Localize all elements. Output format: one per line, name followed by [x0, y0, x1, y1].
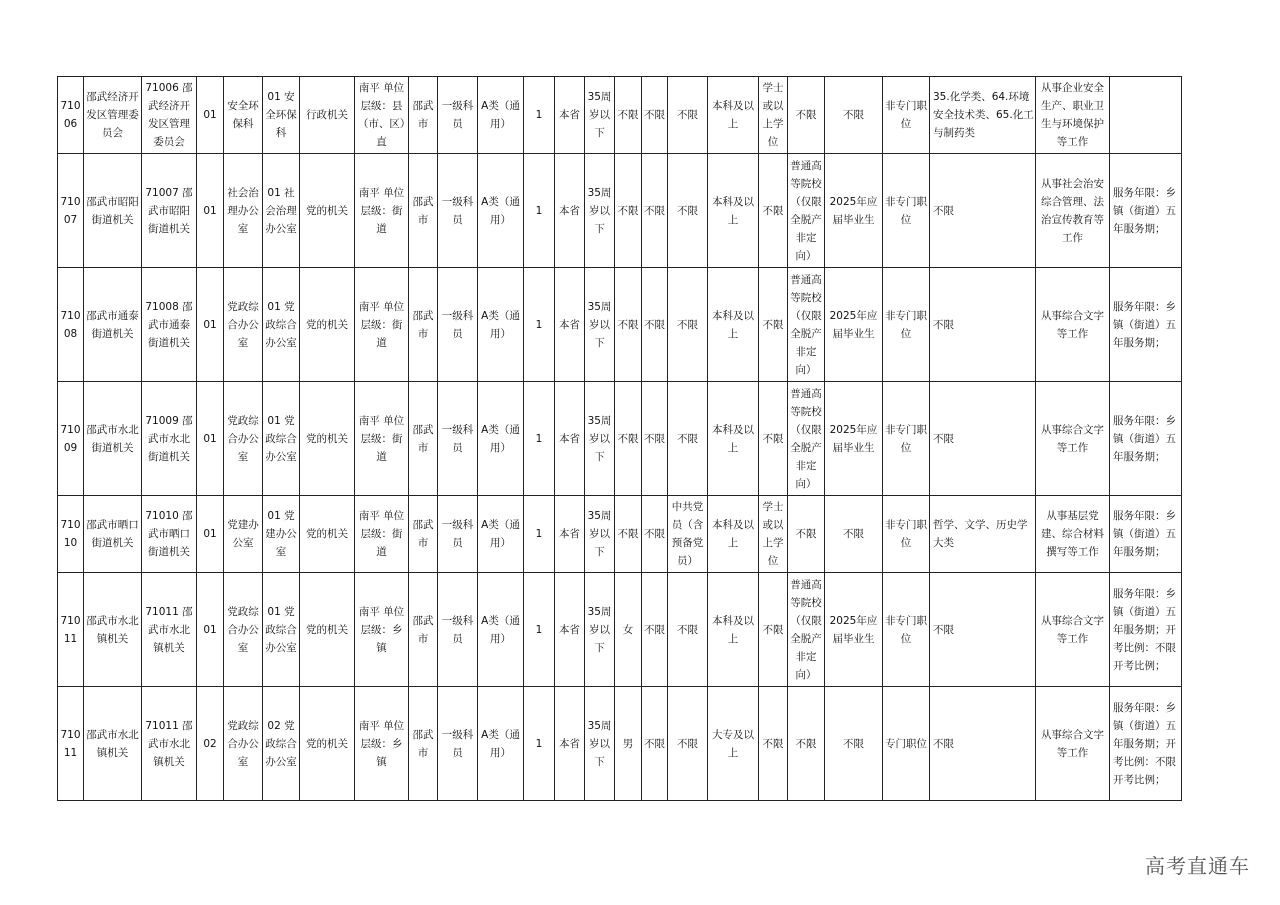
cell-gender: 不限	[615, 382, 642, 496]
cell-major: 35.化学类、64.环境安全技术类、65.化工与制药类	[930, 77, 1036, 154]
cell-unit-nature: 党的机关	[300, 382, 355, 496]
cell-major: 不限	[930, 154, 1036, 268]
cell-department: 党政综合办公室	[224, 573, 263, 687]
cell-headcount: 1	[524, 573, 555, 687]
cell-department: 社会治理办公室	[224, 154, 263, 268]
cell-remarks: 服务年限：乡镇（街道）五年服务期；开考比例：不限开考比例；	[1110, 687, 1182, 801]
cell-recruiting-unit: 邵武市水北镇机关	[84, 687, 142, 801]
cell-unit-code-name: 71007 邵武市昭阳街道机关	[142, 154, 197, 268]
cell-ethnicity: 不限	[642, 77, 668, 154]
cell-exam-category: A类（通用）	[478, 496, 524, 573]
cell-education: 本科及以上	[708, 154, 759, 268]
table-row	[58, 687, 1182, 801]
cell-unit-nature: 党的机关	[300, 573, 355, 687]
table-row	[58, 268, 1182, 382]
cell-political-status: 不限	[668, 268, 708, 382]
cell-unit-nature: 党的机关	[300, 268, 355, 382]
cell-city: 邵武市	[409, 573, 438, 687]
cell-unit-code-name: 71011 邵武市水北镇机关	[142, 573, 197, 687]
cell-graduate-status: 2025年应届毕业生	[825, 268, 883, 382]
cell-unit-code-name: 71008 邵武市通泰街道机关	[142, 268, 197, 382]
cell-department: 党建办公室	[224, 496, 263, 573]
cell-post-no: 01	[197, 268, 224, 382]
cell-ethnicity: 不限	[642, 154, 668, 268]
cell-political-status: 中共党员（含预备党员）	[668, 496, 708, 573]
cell-post-no: 01	[197, 382, 224, 496]
cell-unit-code-name: 71006 邵武经济开发区管理委员会	[142, 77, 197, 154]
cell-special-post: 非专门职位	[883, 154, 930, 268]
cell-post-code-name: 02 党政综合办公室	[263, 687, 300, 801]
cell-remarks: 服务年限：乡镇（街道）五年服务期；开考比例：不限开考比例；	[1110, 573, 1182, 687]
cell-school-type: 不限	[788, 496, 825, 573]
cell-household-scope: 本省	[555, 154, 585, 268]
cell-gender: 不限	[615, 154, 642, 268]
cell-education: 大专及以上	[708, 687, 759, 801]
cell-political-status: 不限	[668, 687, 708, 801]
cell-exam-category: A类（通用）	[478, 382, 524, 496]
cell-post-code-name: 01 党政综合办公室	[263, 573, 300, 687]
cell-remarks: 服务年限：乡镇（街道）五年服务期；	[1110, 382, 1182, 496]
cell-recruiting-unit: 邵武经济开发区管理委员会	[84, 77, 142, 154]
cell-graduate-status: 不限	[825, 496, 883, 573]
cell-post-code-name: 01 安全环保科	[263, 77, 300, 154]
cell-education: 本科及以上	[708, 573, 759, 687]
cell-recruiting-unit: 邵武市晒口街道机关	[84, 496, 142, 573]
cell-degree: 学士或以上学位	[759, 496, 788, 573]
cell-headcount: 1	[524, 77, 555, 154]
cell-gender: 女	[615, 573, 642, 687]
cell-school-type: 不限	[788, 77, 825, 154]
cell-remarks	[1110, 77, 1182, 154]
table-row	[58, 573, 1182, 687]
cell-special-post: 非专门职位	[883, 382, 930, 496]
cell-education: 本科及以上	[708, 77, 759, 154]
cell-exam-category: A类（通用）	[478, 687, 524, 801]
cell-special-post: 非专门职位	[883, 496, 930, 573]
cell-political-status: 不限	[668, 573, 708, 687]
cell-household-scope: 本省	[555, 77, 585, 154]
cell-post-code-name: 01 党政综合办公室	[263, 382, 300, 496]
cell-headcount: 1	[524, 382, 555, 496]
cell-major: 不限	[930, 382, 1036, 496]
cell-post-no: 01	[197, 77, 224, 154]
cell-remarks: 服务年限：乡镇（街道）五年服务期；	[1110, 496, 1182, 573]
cell-city: 邵武市	[409, 496, 438, 573]
cell-age-limit: 35周岁以下	[585, 687, 615, 801]
cell-special-post: 非专门职位	[883, 77, 930, 154]
cell-ethnicity: 不限	[642, 268, 668, 382]
cell-post-no: 01	[197, 154, 224, 268]
cell-duties: 从事企业安全生产、职业卫生与环境保护等工作	[1036, 77, 1110, 154]
cell-education: 本科及以上	[708, 382, 759, 496]
cell-degree: 不限	[759, 268, 788, 382]
cell-unit-level: 南平 单位层级：乡镇	[355, 573, 409, 687]
cell-position-code: 71011	[58, 687, 84, 801]
cell-rank: 一级科员	[438, 382, 478, 496]
cell-unit-level: 南平 单位层级：街道	[355, 382, 409, 496]
cell-degree: 不限	[759, 573, 788, 687]
cell-gender: 男	[615, 687, 642, 801]
cell-exam-category: A类（通用）	[478, 154, 524, 268]
cell-graduate-status: 2025年应届毕业生	[825, 573, 883, 687]
cell-unit-nature: 党的机关	[300, 154, 355, 268]
cell-recruiting-unit: 邵武市水北镇机关	[84, 573, 142, 687]
watermark: 高考直通车	[1145, 854, 1250, 878]
cell-graduate-status: 不限	[825, 77, 883, 154]
cell-age-limit: 35周岁以下	[585, 382, 615, 496]
cell-department: 党政综合办公室	[224, 268, 263, 382]
cell-age-limit: 35周岁以下	[585, 573, 615, 687]
cell-household-scope: 本省	[555, 382, 585, 496]
cell-unit-code-name: 71010 邵武市晒口街道机关	[142, 496, 197, 573]
cell-unit-nature: 党的机关	[300, 687, 355, 801]
cell-unit-nature: 党的机关	[300, 496, 355, 573]
cell-major: 不限	[930, 268, 1036, 382]
cell-rank: 一级科员	[438, 573, 478, 687]
cell-department: 安全环保科	[224, 77, 263, 154]
cell-graduate-status: 不限	[825, 687, 883, 801]
cell-political-status: 不限	[668, 154, 708, 268]
cell-ethnicity: 不限	[642, 496, 668, 573]
cell-unit-level: 南平 单位层级：街道	[355, 268, 409, 382]
job-listing-table	[57, 76, 1182, 801]
cell-rank: 一级科员	[438, 687, 478, 801]
cell-post-no: 02	[197, 687, 224, 801]
cell-household-scope: 本省	[555, 496, 585, 573]
cell-duties: 从事综合文字等工作	[1036, 573, 1110, 687]
cell-rank: 一级科员	[438, 496, 478, 573]
cell-school-type: 普通高等院校（仅限全脱产非定向）	[788, 382, 825, 496]
cell-post-code-name: 01 社会治理办公室	[263, 154, 300, 268]
cell-gender: 不限	[615, 268, 642, 382]
cell-household-scope: 本省	[555, 573, 585, 687]
cell-household-scope: 本省	[555, 687, 585, 801]
cell-school-type: 不限	[788, 687, 825, 801]
cell-rank: 一级科员	[438, 77, 478, 154]
cell-duties: 从事综合文字等工作	[1036, 687, 1110, 801]
cell-recruiting-unit: 邵武市昭阳街道机关	[84, 154, 142, 268]
cell-unit-level: 南平 单位层级：县（市、区）直	[355, 77, 409, 154]
cell-special-post: 非专门职位	[883, 573, 930, 687]
cell-position-code: 71007	[58, 154, 84, 268]
cell-department: 党政综合办公室	[224, 382, 263, 496]
cell-unit-level: 南平 单位层级：乡镇	[355, 687, 409, 801]
table-row	[58, 154, 1182, 268]
table-row	[58, 496, 1182, 573]
cell-school-type: 普通高等院校（仅限全脱产非定向）	[788, 573, 825, 687]
cell-duties: 从事基层党建、综合材料撰写等工作	[1036, 496, 1110, 573]
cell-household-scope: 本省	[555, 268, 585, 382]
cell-exam-category: A类（通用）	[478, 77, 524, 154]
cell-unit-level: 南平 单位层级：街道	[355, 496, 409, 573]
cell-remarks: 服务年限：乡镇（街道）五年服务期；	[1110, 154, 1182, 268]
cell-post-no: 01	[197, 573, 224, 687]
cell-major: 不限	[930, 573, 1036, 687]
cell-post-code-name: 01 党政综合办公室	[263, 268, 300, 382]
cell-education: 本科及以上	[708, 268, 759, 382]
cell-graduate-status: 2025年应届毕业生	[825, 154, 883, 268]
cell-city: 邵武市	[409, 382, 438, 496]
cell-city: 邵武市	[409, 77, 438, 154]
cell-degree: 不限	[759, 154, 788, 268]
cell-post-code-name: 01 党建办公室	[263, 496, 300, 573]
cell-city: 邵武市	[409, 687, 438, 801]
cell-ethnicity: 不限	[642, 573, 668, 687]
cell-degree: 学士或以上学位	[759, 77, 788, 154]
cell-special-post: 专门职位	[883, 687, 930, 801]
cell-major: 哲学、文学、历史学大类	[930, 496, 1036, 573]
cell-political-status: 不限	[668, 77, 708, 154]
cell-position-code: 71010	[58, 496, 84, 573]
cell-duties: 从事社会治安综合管理、法治宣传教育等工作	[1036, 154, 1110, 268]
cell-recruiting-unit: 邵武市水北街道机关	[84, 382, 142, 496]
cell-special-post: 非专门职位	[883, 268, 930, 382]
cell-school-type: 普通高等院校（仅限全脱产非定向）	[788, 154, 825, 268]
cell-duties: 从事综合文字等工作	[1036, 268, 1110, 382]
cell-degree: 不限	[759, 382, 788, 496]
cell-position-code: 71006	[58, 77, 84, 154]
cell-headcount: 1	[524, 687, 555, 801]
cell-ethnicity: 不限	[642, 687, 668, 801]
cell-gender: 不限	[615, 496, 642, 573]
cell-post-no: 01	[197, 496, 224, 573]
cell-position-code: 71009	[58, 382, 84, 496]
cell-city: 邵武市	[409, 268, 438, 382]
cell-headcount: 1	[524, 154, 555, 268]
cell-exam-category: A类（通用）	[478, 268, 524, 382]
cell-unit-nature: 行政机关	[300, 77, 355, 154]
cell-degree: 不限	[759, 687, 788, 801]
cell-rank: 一级科员	[438, 268, 478, 382]
cell-remarks: 服务年限：乡镇（街道）五年服务期；	[1110, 268, 1182, 382]
cell-gender: 不限	[615, 77, 642, 154]
cell-political-status: 不限	[668, 382, 708, 496]
cell-unit-level: 南平 单位层级：街道	[355, 154, 409, 268]
cell-city: 邵武市	[409, 154, 438, 268]
cell-headcount: 1	[524, 496, 555, 573]
cell-graduate-status: 2025年应届毕业生	[825, 382, 883, 496]
cell-exam-category: A类（通用）	[478, 573, 524, 687]
cell-position-code: 71008	[58, 268, 84, 382]
cell-unit-code-name: 71009 邵武市水北街道机关	[142, 382, 197, 496]
cell-rank: 一级科员	[438, 154, 478, 268]
cell-age-limit: 35周岁以下	[585, 268, 615, 382]
cell-age-limit: 35周岁以下	[585, 77, 615, 154]
cell-unit-code-name: 71011 邵武市水北镇机关	[142, 687, 197, 801]
cell-recruiting-unit: 邵武市通泰街道机关	[84, 268, 142, 382]
cell-headcount: 1	[524, 268, 555, 382]
cell-department: 党政综合办公室	[224, 687, 263, 801]
cell-age-limit: 35周岁以下	[585, 154, 615, 268]
table-row	[58, 77, 1182, 154]
cell-education: 本科及以上	[708, 496, 759, 573]
cell-school-type: 普通高等院校（仅限全脱产非定向）	[788, 268, 825, 382]
cell-age-limit: 35周岁以下	[585, 496, 615, 573]
cell-ethnicity: 不限	[642, 382, 668, 496]
cell-position-code: 71011	[58, 573, 84, 687]
cell-major: 不限	[930, 687, 1036, 801]
table-row	[58, 382, 1182, 496]
cell-duties: 从事综合文字等工作	[1036, 382, 1110, 496]
